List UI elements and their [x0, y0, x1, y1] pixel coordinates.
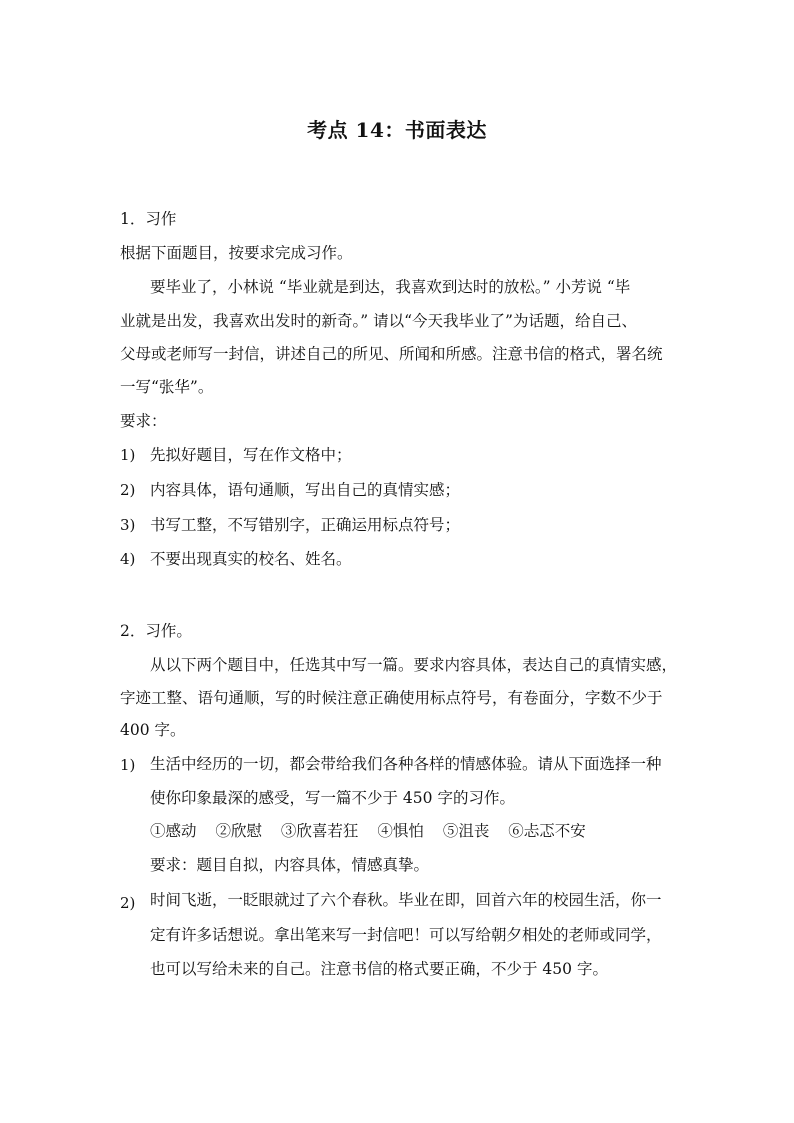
q1-req-number: 3) — [120, 516, 136, 534]
q2-item-number: 2) — [120, 894, 136, 912]
q1-req-text: 不要出现真实的校名、姓名。 — [150, 550, 352, 568]
q2-item-number: 1) — [120, 756, 136, 774]
q1-req-text: 先拟好题目，写在作文格中； — [150, 446, 352, 464]
q1-instruction: 根据下面题目，按要求完成习作。 — [120, 244, 353, 262]
emotion-option: ①感动 — [150, 822, 197, 840]
q1-prompt-line: 一写“张华”。 — [120, 378, 214, 396]
q1-prompt-line: 要毕业了，小林说 “毕业就是到达，我喜欢到达时的放松。” 小芳说 “毕 — [150, 278, 631, 296]
page-title: 考点 14：书面表达 — [307, 118, 487, 142]
q1-req-number: 1) — [120, 446, 136, 464]
q2-item2-line: 也可以写给未来的自己。注意书信的格式要正确，不少于 450 字。 — [150, 960, 608, 978]
q2-intro-line: 字迹工整、语句通顺，写的时候注意正确使用标点符号，有卷面分，字数不少于 — [120, 689, 663, 707]
emotion-option: ②欣慰 — [215, 822, 262, 840]
q2-intro-line: 400 字。 — [120, 721, 186, 739]
q1-prompt-line: 父母或老师写一封信，讲述自己的所见、所闻和所感。注意书信的格式，署名统 — [120, 345, 663, 363]
q1-req-number: 2) — [120, 481, 136, 499]
q2-emotion-options — [150, 820, 600, 842]
q2-item2-line: 定有许多话想说。拿出笔来写一封信吧！可以写给朝夕相处的老师或同学， — [150, 926, 662, 944]
q1-req-number: 4) — [120, 550, 136, 568]
q2-item1-requirement: 要求：题目自拟，内容具体，情感真挚。 — [150, 856, 430, 874]
q1-prompt-line: 业就是出发，我喜欢出发时的新奇。” 请以“今天我毕业了”为话题，给自己、 — [120, 312, 637, 330]
emotion-option: ③欣喜若狂 — [280, 822, 359, 840]
emotion-option: ⑤沮丧 — [442, 822, 490, 840]
emotion-option: ⑥忐忑不安 — [508, 822, 586, 840]
q2-item1-line: 生活中经历的一切，都会带给我们各种各样的情感体验。请从下面选择一种 — [150, 755, 662, 773]
q2-item1-line: 使你印象最深的感受，写一篇不少于 450 字的习作。 — [150, 789, 515, 807]
q1-requirements-label: 要求： — [120, 412, 167, 430]
q2-intro-line: 从以下两个题目中，任选其中写一篇。要求内容具体，表达自己的真情实感， — [150, 656, 678, 674]
q1-req-text: 书写工整，不写错别字，正确运用标点符号； — [150, 516, 461, 534]
q2-heading: 2．习作。 — [120, 622, 192, 640]
q2-item2-line: 时间飞逝，一眨眼就过了六个春秋。毕业在即，回首六年的校园生活，你一 — [150, 891, 662, 909]
q1-heading: 1．习作 — [120, 210, 177, 228]
emotion-option: ④惧怕 — [377, 822, 424, 840]
q1-req-text: 内容具体，语句通顺，写出自己的真情实感； — [150, 481, 461, 499]
